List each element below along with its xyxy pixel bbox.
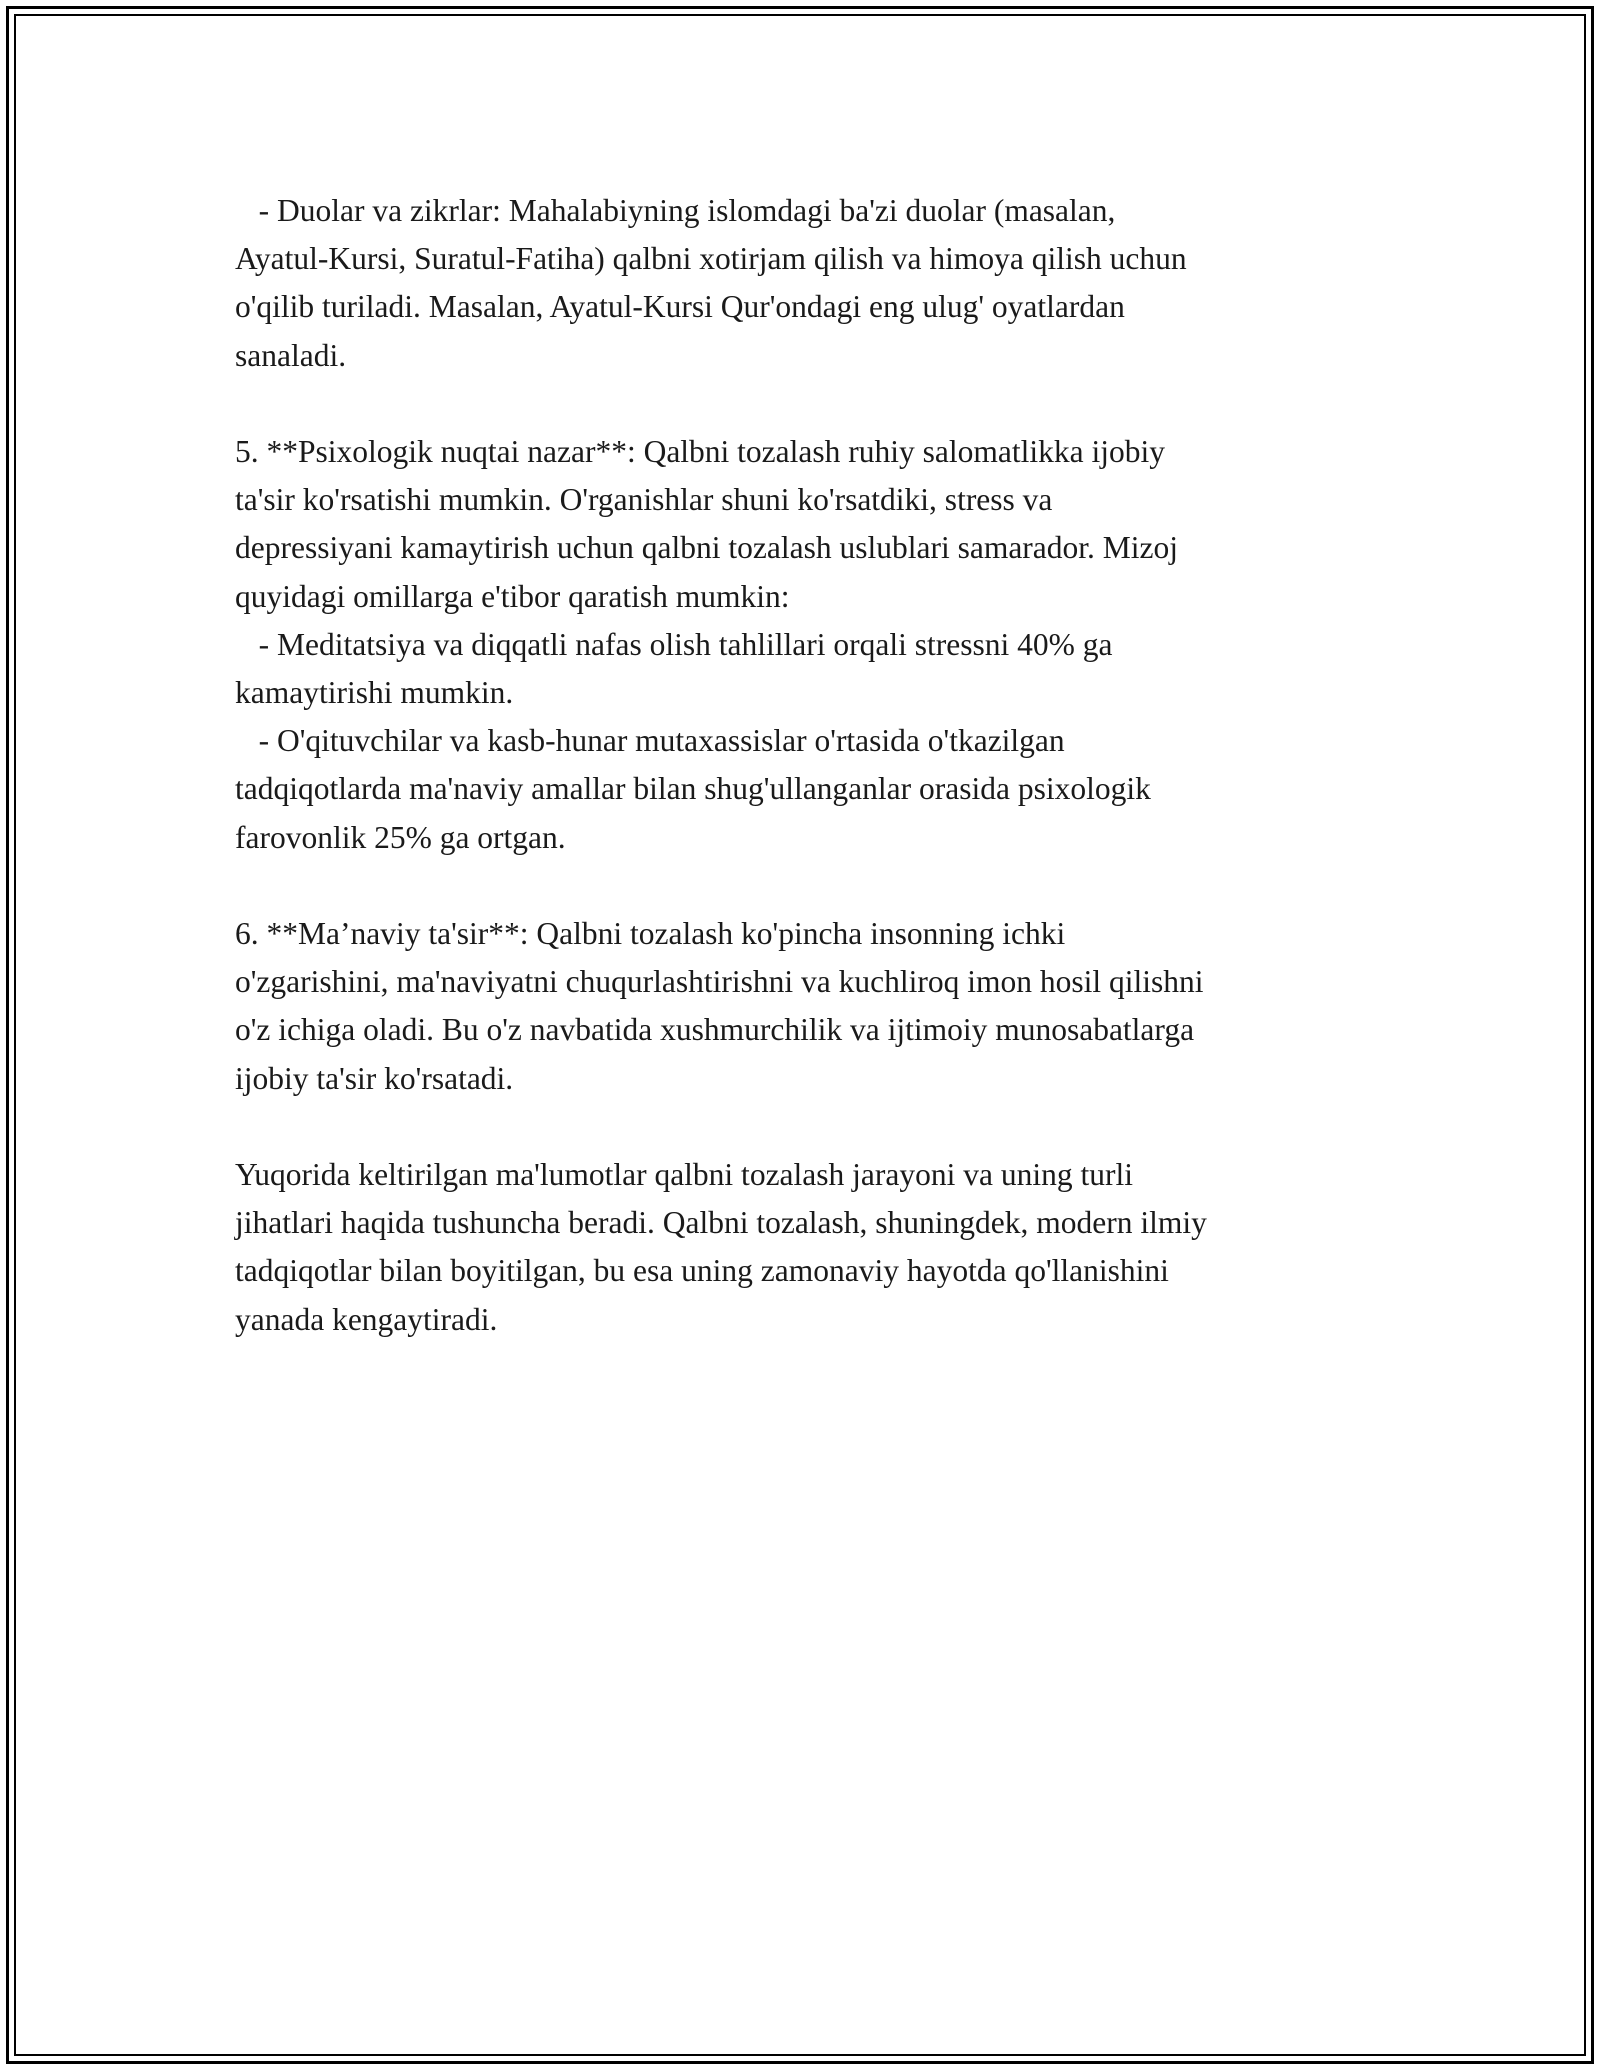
text-line: ijobiy ta'sir ko'rsatadi. bbox=[235, 1060, 514, 1096]
text-line: quyidagi omillarga e'tibor qaratish mumkin: bbox=[235, 578, 790, 614]
text-line: farovonlik 25% ga ortgan. bbox=[235, 819, 566, 855]
text-line: ta'sir ko'rsatishi mumkin. O'rganishlar shuni ko'rsatdiki, stress va bbox=[235, 482, 1053, 518]
text-line: tadqiqotlar bilan boyitilgan, bu esa uning zamonaviy hayotda qo'llanishini bbox=[235, 1253, 1169, 1289]
text-line: depressiyani kamaytirish uchun qalbni tozalash uslublari samarador. Mizoj bbox=[235, 530, 1179, 566]
text-line: yanada kengaytiradi. bbox=[235, 1301, 498, 1337]
text-line: 5. **Psixologik nuqtai nazar**: Qalbni tozalash ruhiy salomatlikka ijobiy bbox=[235, 434, 1165, 469]
paragraph-psixologik bbox=[235, 428, 1385, 862]
text-line: jihatlari haqida tushuncha beradi. Qalbni tozalash, shuningdek, modern ilmiy bbox=[235, 1205, 1207, 1241]
text-line: tadqiqotlarda ma'naviy amallar bilan shug'ullanganlar orasida psixologik bbox=[235, 771, 1151, 807]
text-line: kamaytirishi mumkin. bbox=[235, 675, 514, 711]
text-line: Ayatul-Kursi, Suratul-Fatiha) qalbni xotirjam qilish va himoya qilish uchun bbox=[235, 241, 1187, 277]
text-line: o'qilib turiladi. Masalan, Ayatul-Kursi Qur'ondagi eng ulug' oyatlardan bbox=[235, 289, 1125, 325]
paragraph-manaviy bbox=[235, 910, 1385, 1103]
text-line: o'z ichiga oladi. Bu o'z navbatida xushmurchilik va ijtimoiy munosabatlarga bbox=[235, 1012, 1195, 1048]
paragraph-duolar bbox=[235, 187, 1385, 380]
document-body bbox=[235, 187, 1385, 1392]
text-line: Yuqorida keltirilgan ma'lumotlar qalbni tozalash jarayoni va uning turli bbox=[235, 1157, 1133, 1193]
text-line: 6. **Ma’naviy ta'sir**: Qalbni tozalash ko'pincha insonning ichki bbox=[235, 916, 1066, 952]
text-line: - Meditatsiya va diqqatli nafas olish tahlillari orqali stressni 40% ga bbox=[235, 626, 1113, 662]
paragraph-conclusion bbox=[235, 1151, 1385, 1344]
text-line: - O'qituvchilar va kasb-hunar mutaxassislar o'rtasida o'tkazilgan bbox=[235, 723, 1065, 759]
text-line: sanaladi. bbox=[235, 337, 347, 373]
text-line: - Duolar va zikrlar: Mahalabiyning islomdagi ba'zi duolar (masalan, bbox=[235, 193, 1116, 228]
text-line: o'zgarishini, ma'naviyatni chuqurlashtirishni va kuchliroq imon hosil qilishni bbox=[235, 964, 1204, 1000]
